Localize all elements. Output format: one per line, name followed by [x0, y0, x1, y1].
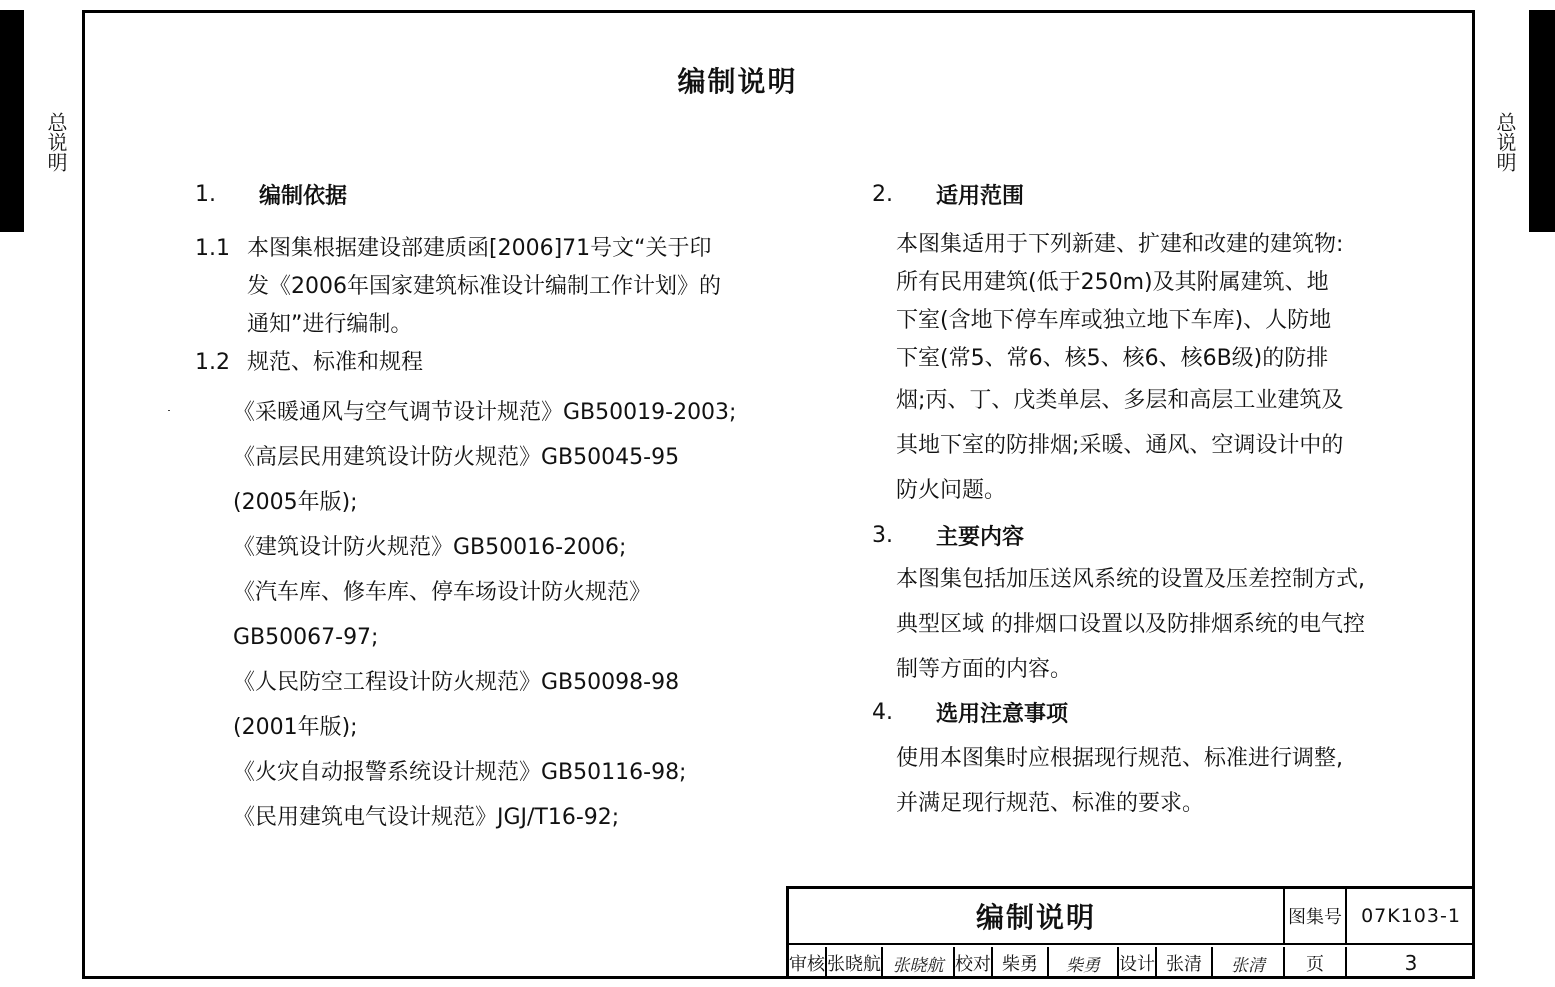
- right-column: [872, 176, 1365, 826]
- standard-line: (2005年版);: [233, 490, 358, 515]
- paragraph-line: 所有民用建筑(低于250m)及其附属建筑、地: [896, 270, 1329, 295]
- section-3-heading: [872, 517, 1352, 553]
- standard-line: 《火灾自动报警系统设计规范》GB50116-98;: [233, 760, 687, 785]
- standard-line: 《建筑设计防火规范》GB50016-2006;: [233, 535, 627, 560]
- item-number: 1.2: [195, 350, 230, 375]
- check-label: 校对: [955, 947, 993, 979]
- standard-line: (2001年版);: [233, 715, 358, 740]
- paragraph-line: 本图集包括加压送风系统的设置及压差控制方式,: [896, 567, 1365, 592]
- right-edge-bar: [1529, 10, 1555, 232]
- standard-line: 《人民防空工程设计防火规范》GB50098-98: [233, 670, 680, 695]
- left-edge-bar: [0, 10, 24, 232]
- item-title: 规范、标准和规程: [247, 350, 424, 375]
- paragraph-line: 下室(含地下停车库或独立地下车库)、人防地: [896, 308, 1332, 333]
- section-1-heading: [195, 176, 755, 212]
- review-label: 审核: [789, 947, 827, 979]
- side-label-right: 总说明: [1493, 112, 1517, 172]
- section-4-heading: [872, 694, 1352, 730]
- page-title: 编制说明: [677, 65, 798, 98]
- section-number: 3.: [872, 522, 893, 548]
- paragraph-line: 典型区域 的排烟口设置以及防排烟系统的电气控: [896, 612, 1365, 637]
- section-title: 选用注意事项: [936, 701, 1069, 727]
- paragraph-line: 其地下室的防排烟;采暖、通风、空调设计中的: [896, 433, 1344, 458]
- standard-line: 《高层民用建筑设计防火规范》GB50045-95: [233, 445, 680, 470]
- section-title: 适用范围: [936, 183, 1025, 209]
- section-2-heading: [872, 176, 1352, 212]
- designer-name: 张清: [1157, 947, 1213, 979]
- design-label: 设计: [1119, 947, 1157, 979]
- item-text-line: 本图集根据建设部建质函[2006]71号文“关于印: [247, 236, 712, 261]
- section-number: 4.: [872, 699, 893, 725]
- paragraph-line: 下室(常5、常6、核5、核6、核6B级)的防排: [896, 346, 1329, 371]
- reviewer-signature: 张晓航: [883, 947, 955, 979]
- section-number: 2.: [872, 181, 893, 207]
- section-number: 1.: [195, 181, 216, 207]
- item-1-1: [195, 230, 755, 268]
- page-number: 3: [1404, 951, 1418, 975]
- title-block-title: 编制说明: [789, 889, 1285, 945]
- standard-line: 《采暖通风与空气调节设计规范》GB50019-2003;: [233, 400, 737, 425]
- page-label: 页: [1285, 947, 1347, 979]
- left-column: [195, 176, 755, 840]
- section-title: 编制依据: [259, 183, 348, 209]
- atlas-number-label: 图集号: [1285, 889, 1347, 945]
- checker-name: 柴勇: [993, 947, 1049, 979]
- item-number: 1.1: [195, 236, 230, 261]
- paragraph-line: 并满足现行规范、标准的要求。: [896, 791, 1205, 816]
- stray-dot: [168, 410, 170, 411]
- side-label-left: 总说明: [44, 112, 68, 172]
- paragraph-line: 使用本图集时应根据现行规范、标准进行调整,: [896, 746, 1343, 771]
- item-1-2: [195, 344, 755, 382]
- checker-signature: 柴勇: [1049, 947, 1119, 979]
- section-title: 主要内容: [936, 524, 1025, 550]
- title-block: [786, 886, 1475, 979]
- standard-line: 《汽车库、修车库、停车场设计防火规范》: [233, 580, 652, 605]
- standard-line: GB50067-97;: [233, 625, 379, 650]
- paragraph-line: 防火问题。: [896, 478, 1007, 503]
- standard-line: 《民用建筑电气设计规范》JGJ/T16-92;: [233, 805, 620, 830]
- designer-signature: 张清: [1213, 947, 1285, 979]
- item-text-line: 发《2006年国家建筑标准设计编制工作计划》的: [247, 274, 721, 299]
- atlas-number: 07K103-1: [1347, 889, 1475, 945]
- paragraph-line: 本图集适用于下列新建、扩建和改建的建筑物:: [896, 232, 1344, 257]
- reviewer-name: 张晓航: [827, 947, 883, 979]
- item-text-line: 通知”进行编制。: [247, 312, 413, 337]
- paragraph-line: 烟;丙、丁、戊类单层、多层和高层工业建筑及: [896, 388, 1344, 413]
- paragraph-line: 制等方面的内容。: [896, 657, 1073, 682]
